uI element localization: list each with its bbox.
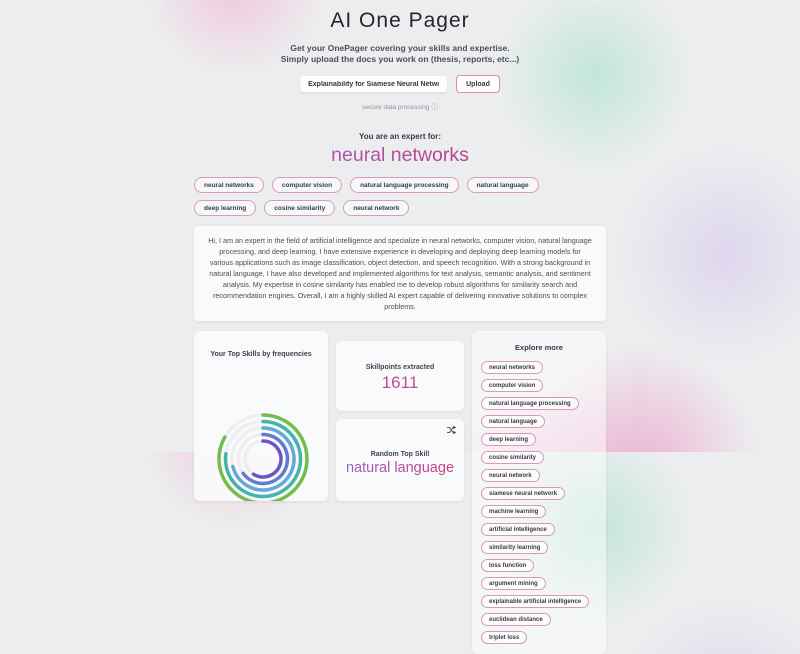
expert-for-label: You are an expert for: xyxy=(358,132,442,141)
skill-chip[interactable]: cosine similarity xyxy=(264,200,335,216)
skill-chip[interactable]: deep learning xyxy=(194,200,256,216)
skill-chip[interactable]: computer vision xyxy=(272,177,342,193)
explore-chip[interactable]: computer vision xyxy=(481,379,543,392)
top-skills-card xyxy=(194,331,328,501)
explore-more-title: Explore more xyxy=(515,343,563,352)
skill-chip[interactable]: neural network xyxy=(343,200,409,216)
explore-chip[interactable]: natural language xyxy=(481,415,545,428)
expert-headline: neural networks xyxy=(194,144,606,167)
explore-chip[interactable]: neural network xyxy=(481,469,540,482)
explore-chip[interactable]: cosine similarity xyxy=(481,451,544,464)
subtitle-line-1: Get your OnePager covering your skills and expertise. xyxy=(290,43,510,53)
page-title: AI One Pager xyxy=(330,9,470,32)
secure-note-label: secure data processing xyxy=(362,104,430,111)
random-skill-label: Random Top Skill xyxy=(370,451,430,458)
upload-button[interactable]: Upload xyxy=(456,75,500,93)
document-input[interactable] xyxy=(300,76,447,92)
middle-column xyxy=(336,331,464,501)
skill-chip-list xyxy=(194,177,606,216)
skillpoints-card xyxy=(336,341,464,411)
page-subtitle xyxy=(194,43,606,64)
explore-chip[interactable]: triplet loss xyxy=(481,631,527,644)
explore-chip[interactable]: euclidean distance xyxy=(481,613,551,626)
info-icon: ⓘ xyxy=(431,104,438,111)
shuffle-icon[interactable] xyxy=(447,426,456,434)
skillpoints-label: Skillpoints extracted xyxy=(365,364,435,371)
top-skills-radial-chart xyxy=(194,331,328,501)
subtitle-line-2: Simply upload the docs you work on (thesis, reports, etc...) xyxy=(280,53,520,64)
explore-chip[interactable]: neural networks xyxy=(481,361,543,374)
explore-chip-list xyxy=(481,361,597,644)
bottom-grid xyxy=(194,331,606,654)
explore-chip[interactable]: deep learning xyxy=(481,433,536,446)
skill-chip[interactable]: natural language processing xyxy=(350,177,459,193)
skillpoints-value: 1611 xyxy=(336,373,464,393)
explore-more-card xyxy=(472,331,606,654)
main-column xyxy=(194,0,606,654)
explore-chip[interactable]: artificial intelligence xyxy=(481,523,555,536)
skill-chip[interactable]: neural networks xyxy=(194,177,264,193)
explore-chip[interactable]: siamese neural network xyxy=(481,487,565,500)
top-skills-title: Your Top Skills by frequencies xyxy=(210,351,312,358)
explore-chip[interactable]: machine learning xyxy=(481,505,546,518)
skill-chip[interactable]: natural language xyxy=(467,177,539,193)
explore-chip[interactable]: similarity learning xyxy=(481,541,548,554)
expert-summary-text: Hi, I am an expert in the field of artificial intelligence and specialize in neural networks, computer vision, natural language processing, and deep learning. I have extensive experience in developing and deploying deep learning models for various applications such as image classification, object detection, and speech recognition. With a strong background in natural language, I have also developed and implemented algorithms for text analysis, semantic analysis, and sentiment analysis. My expertise in cosine similarity has enabled me to develop robust algorithms for similarity search and recommendation engines. Overall, I am a highly skilled AI expert capable of delivering innovative solutions to complex problems. xyxy=(208,236,592,311)
random-skill-card xyxy=(336,419,464,501)
secure-data-note[interactable] xyxy=(194,102,606,111)
random-skill-value: natural language xyxy=(336,460,464,476)
explore-chip[interactable]: loss function xyxy=(481,559,534,572)
explore-chip[interactable]: argument mining xyxy=(481,577,546,590)
explore-chip[interactable]: natural language processing xyxy=(481,397,579,410)
explore-chip[interactable]: explainable artificial intelligence xyxy=(481,595,589,608)
upload-row xyxy=(194,75,606,93)
expert-summary-card xyxy=(194,226,606,321)
